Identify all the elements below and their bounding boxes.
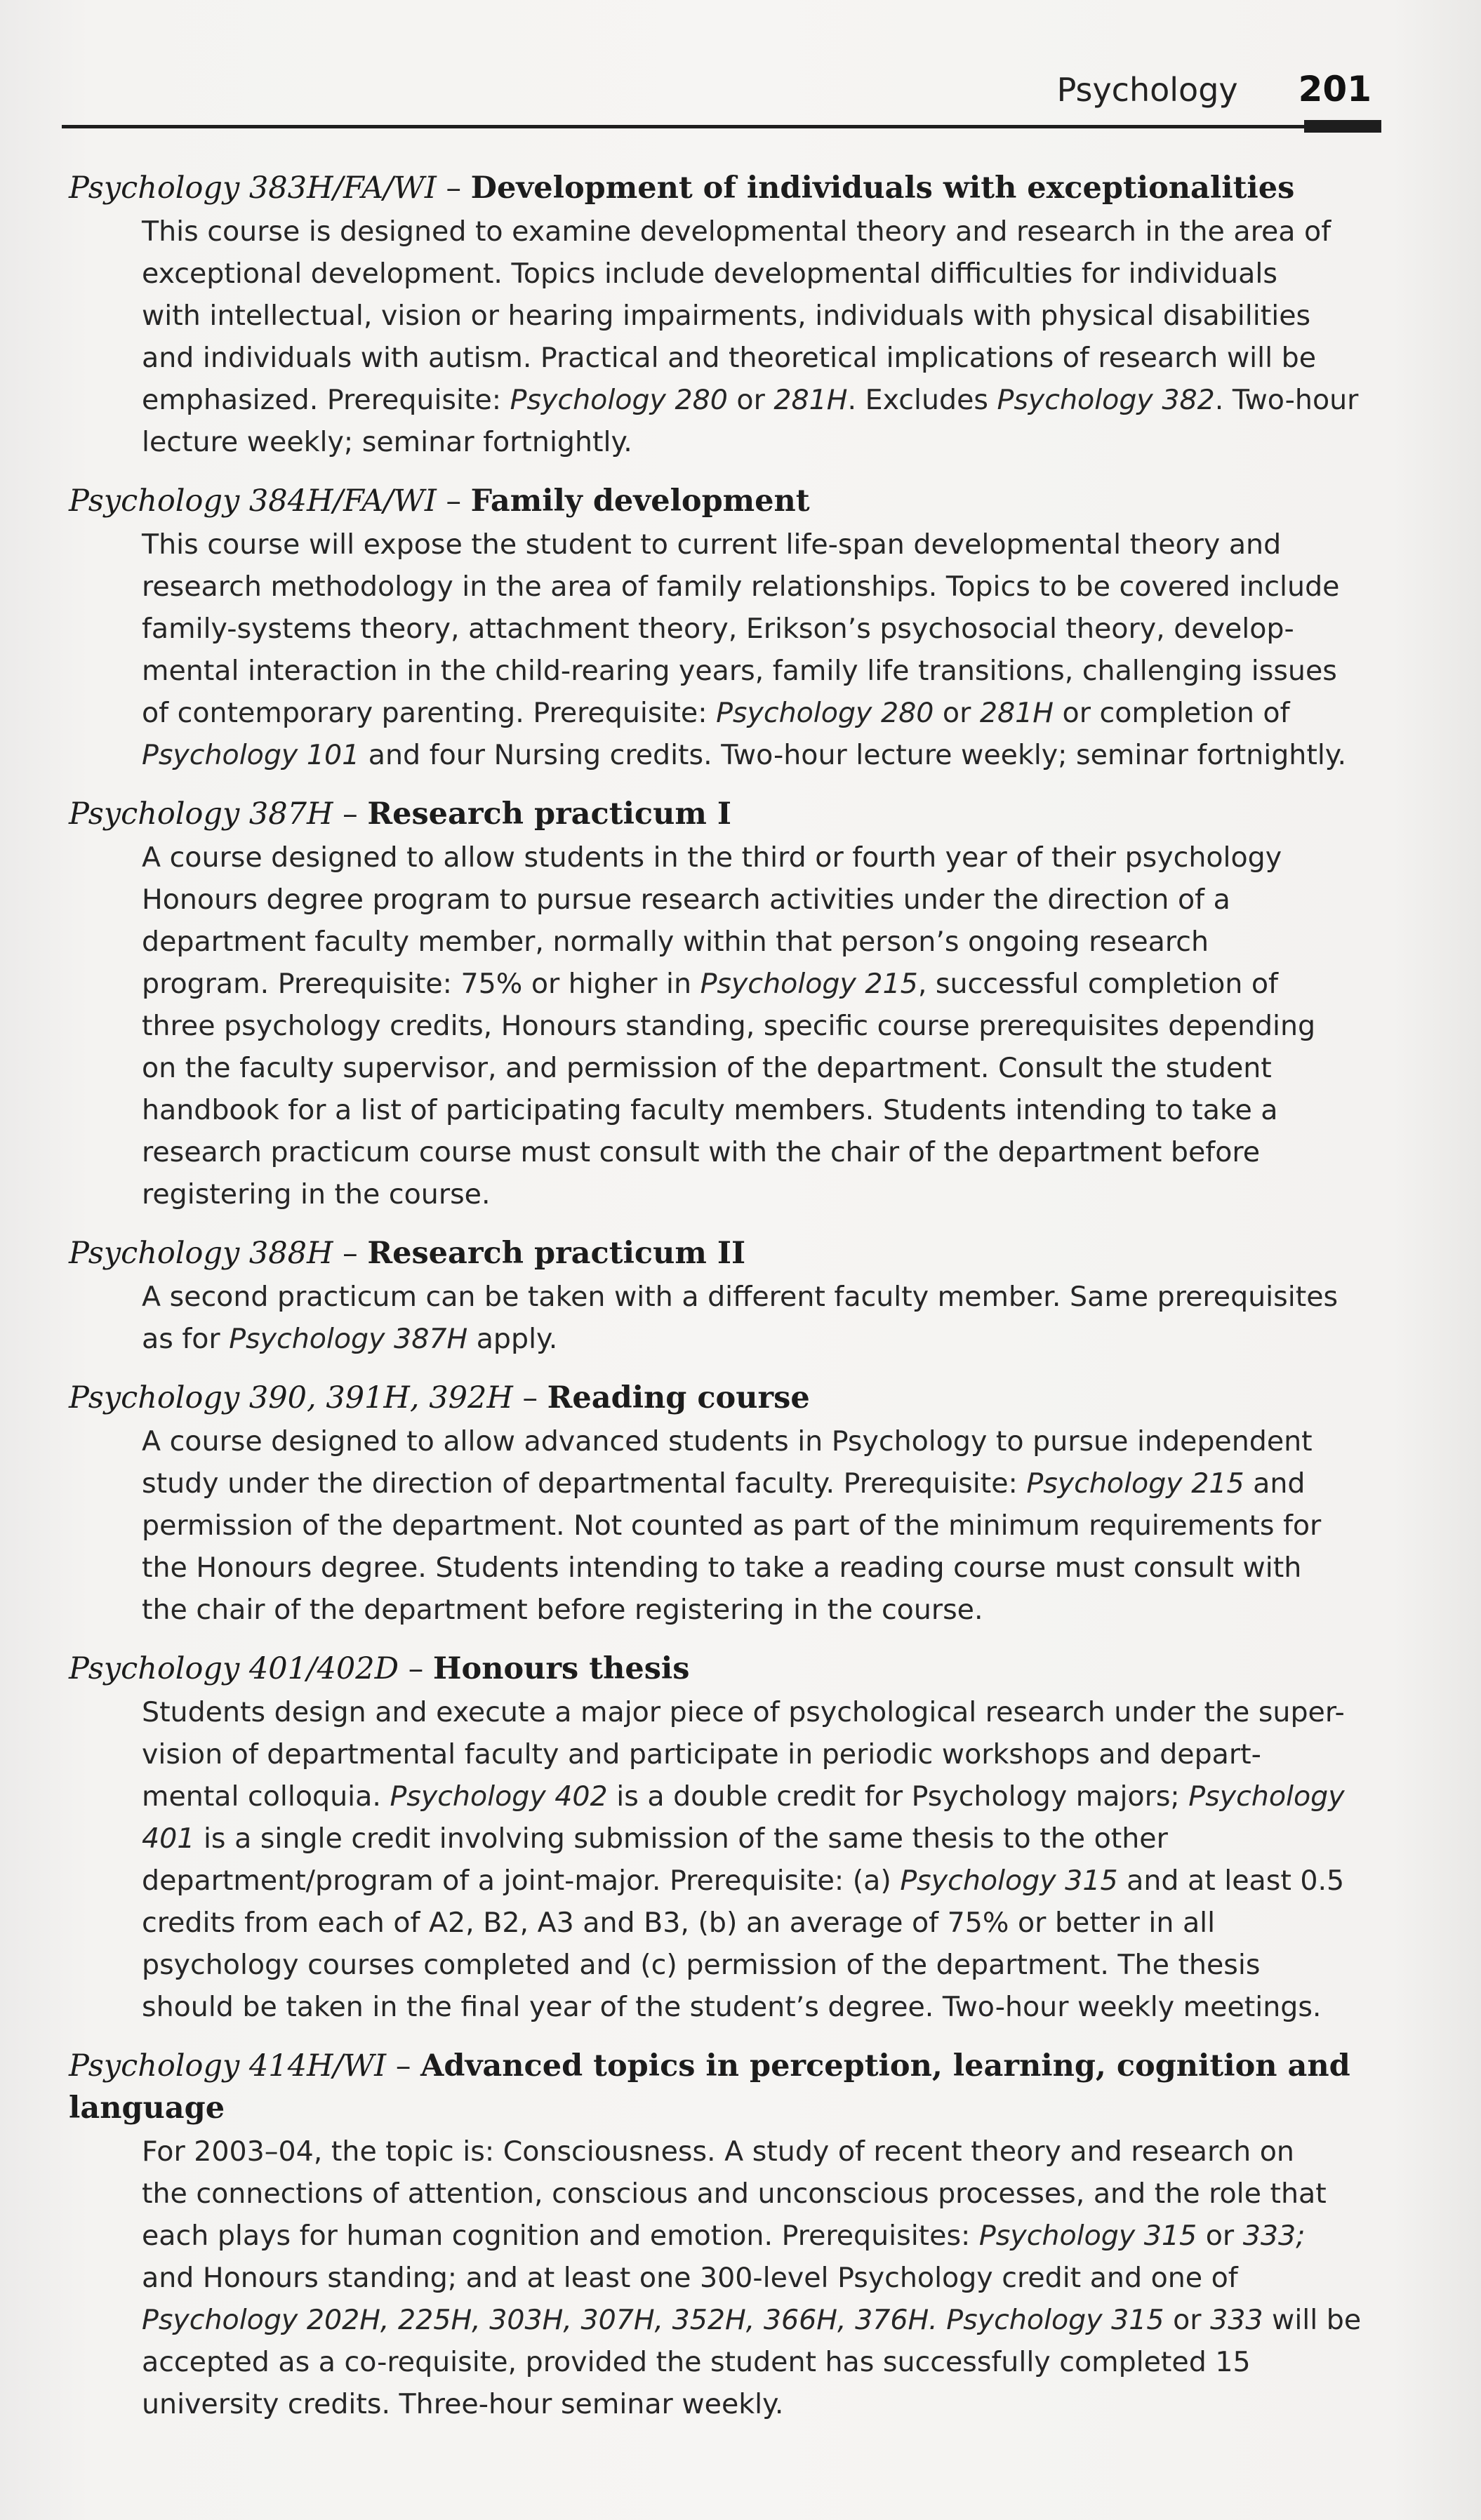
course-description bbox=[142, 1420, 1381, 1631]
description-line: Psychology 202H, 225H, 303H, 307H, 352H, 366H, 376H. Psychology 315 or 333 will be bbox=[142, 2304, 1362, 2336]
description-line: with intellectual, vision or hearing impairments, individuals with physical disabilities bbox=[142, 300, 1311, 332]
description-line: Honours degree program to pursue research activities under the direction of a bbox=[142, 884, 1230, 916]
course-heading bbox=[69, 2045, 1381, 2129]
course-title: Research practicum I bbox=[367, 796, 731, 832]
description-line: Students design and execute a major piece of psychological research under the super- bbox=[142, 1696, 1345, 1728]
course-code: Psychology 388H bbox=[69, 1236, 333, 1271]
description-line: the chair of the department before registering in the course. bbox=[142, 1594, 983, 1626]
description-line: 401 is a single credit involving submission of the same thesis to the other bbox=[142, 1822, 1168, 1855]
description-line: and individuals with autism. Practical and theoretical implications of research will be bbox=[142, 342, 1317, 374]
course-code: Psychology 384H/FA/WI bbox=[69, 484, 437, 519]
course-entry bbox=[69, 793, 1381, 1215]
course-code: Psychology 383H/FA/WI bbox=[69, 171, 437, 206]
description-line: each plays for human cognition and emotion. Prerequisites: Psychology 315 or 333; bbox=[142, 2220, 1306, 2252]
heading-separator: – bbox=[333, 1236, 368, 1271]
course-description bbox=[142, 524, 1381, 776]
section-title: Psychology bbox=[1056, 71, 1238, 109]
course-heading bbox=[69, 480, 1381, 522]
course-heading bbox=[69, 167, 1381, 209]
course-list bbox=[69, 167, 1381, 2442]
description-line: three psychology credits, Honours standing, specific course prerequisites depending bbox=[142, 1010, 1316, 1042]
description-line: emphasized. Prerequisite: Psychology 280 or 281H. Excludes Psychology 382. Two-hour bbox=[142, 384, 1359, 416]
course-title: Honours thesis bbox=[432, 1651, 690, 1686]
course-title: Advanced topics in perception, learning, cognition and language bbox=[69, 2048, 1350, 2126]
course-title: Family development bbox=[470, 484, 810, 519]
description-line: permission of the department. Not counted as part of the minimum requirements for bbox=[142, 1509, 1322, 1542]
heading-separator: – bbox=[436, 484, 471, 519]
course-description bbox=[142, 2131, 1381, 2425]
description-line: family-systems theory, attachment theory, Erikson’s psychosocial theory, develop- bbox=[142, 613, 1294, 645]
description-line: vision of departmental faculty and participate in periodic workshops and depart- bbox=[142, 1738, 1261, 1771]
description-line: psychology courses completed and (c) permission of the department. The thesis bbox=[142, 1949, 1261, 1981]
course-code: Psychology 387H bbox=[69, 796, 333, 832]
description-line: A course designed to allow advanced students in Psychology to pursue independent bbox=[142, 1425, 1313, 1458]
course-entry bbox=[69, 1232, 1381, 1360]
description-line: program. Prerequisite: 75% or higher in Psychology 215, successful completion of bbox=[142, 968, 1278, 1000]
description-line: department faculty member, normally within that person’s ongoing research bbox=[142, 926, 1209, 958]
description-line: mental colloquia. Psychology 402 is a double credit for Psychology majors; Psychology bbox=[142, 1780, 1345, 1813]
course-description bbox=[142, 836, 1381, 1215]
description-line: For 2003–04, the topic is: Consciousness. A study of recent theory and research on bbox=[142, 2135, 1294, 2168]
course-code: Psychology 390, 391H, 392H bbox=[69, 1380, 513, 1415]
description-line: A second practicum can be taken with a different faculty member. Same prerequisites bbox=[142, 1281, 1339, 1313]
description-line: credits from each of A2, B2, A3 and B3, (b) an average of 75% or better in all bbox=[142, 1907, 1216, 1939]
course-description bbox=[142, 1276, 1381, 1360]
heading-separator: – bbox=[333, 796, 368, 832]
course-title: Reading course bbox=[547, 1380, 810, 1415]
description-line: of contemporary parenting. Prerequisite: Psychology 280 or 281H or completion of bbox=[142, 697, 1290, 729]
course-description bbox=[142, 1691, 1381, 2028]
course-entry bbox=[69, 1377, 1381, 1631]
description-line: university credits. Three-hour seminar weekly. bbox=[142, 2388, 784, 2420]
description-line: research practicum course must consult with the chair of the department before bbox=[142, 1136, 1261, 1168]
header-rule-tab bbox=[1304, 120, 1381, 133]
description-line: should be taken in the final year of the student’s degree. Two-hour weekly meetings. bbox=[142, 1991, 1322, 2023]
description-line: the connections of attention, conscious and unconscious processes, and the role that bbox=[142, 2178, 1327, 2210]
course-code: Psychology 401/402D bbox=[69, 1651, 399, 1686]
course-entry bbox=[69, 1648, 1381, 2028]
description-line: Psychology 101 and four Nursing credits. Two-hour lecture weekly; seminar fortnightly. bbox=[142, 739, 1347, 771]
description-line: study under the direction of departmental faculty. Prerequisite: Psychology 215 and bbox=[142, 1467, 1306, 1500]
heading-separator: – bbox=[386, 2048, 421, 2084]
description-line: accepted as a co-requisite, provided the student has successfully completed 15 bbox=[142, 2346, 1251, 2378]
description-line: exceptional development. Topics include developmental difficulties for individuals bbox=[142, 258, 1277, 290]
description-line: mental interaction in the child-rearing years, family life transitions, challenging issues bbox=[142, 655, 1337, 687]
heading-separator: – bbox=[512, 1380, 547, 1415]
description-line: on the faculty supervisor, and permission of the department. Consult the student bbox=[142, 1052, 1272, 1084]
course-description bbox=[142, 211, 1381, 463]
running-header bbox=[1057, 69, 1372, 109]
description-line: registering in the course. bbox=[142, 1178, 491, 1211]
heading-separator: – bbox=[436, 171, 471, 206]
course-entry bbox=[69, 480, 1381, 776]
course-heading bbox=[69, 1648, 1381, 1690]
heading-separator: – bbox=[399, 1651, 433, 1686]
course-entry bbox=[69, 167, 1381, 463]
course-title: Development of individuals with exceptionalities bbox=[470, 171, 1295, 206]
page-number: 201 bbox=[1298, 69, 1372, 109]
description-line: lecture weekly; seminar fortnightly. bbox=[142, 426, 632, 458]
course-code: Psychology 414H/WI bbox=[69, 2048, 387, 2084]
description-line: This course will expose the student to current life-span developmental theory and bbox=[142, 528, 1282, 561]
course-title: Research practicum II bbox=[367, 1236, 746, 1271]
course-heading bbox=[69, 793, 1381, 835]
course-heading bbox=[69, 1377, 1381, 1419]
course-entry bbox=[69, 2045, 1381, 2425]
description-line: as for Psychology 387H apply. bbox=[142, 1323, 558, 1355]
description-line: the Honours degree. Students intending to take a reading course must consult with bbox=[142, 1552, 1302, 1584]
description-line: This course is designed to examine developmental theory and research in the area of bbox=[142, 215, 1331, 248]
course-heading bbox=[69, 1232, 1381, 1274]
description-line: and Honours standing; and at least one 300-level Psychology credit and one of bbox=[142, 2262, 1238, 2294]
description-line: A course designed to allow students in the third or fourth year of their psychology bbox=[142, 841, 1282, 874]
description-line: department/program of a joint-major. Prerequisite: (a) Psychology 315 and at least 0.5 bbox=[142, 1865, 1345, 1897]
description-line: research methodology in the area of family relationships. Topics to be covered include bbox=[142, 571, 1340, 603]
header-rule bbox=[62, 125, 1381, 128]
description-line: handbook for a list of participating faculty members. Students intending to take a bbox=[142, 1094, 1278, 1126]
